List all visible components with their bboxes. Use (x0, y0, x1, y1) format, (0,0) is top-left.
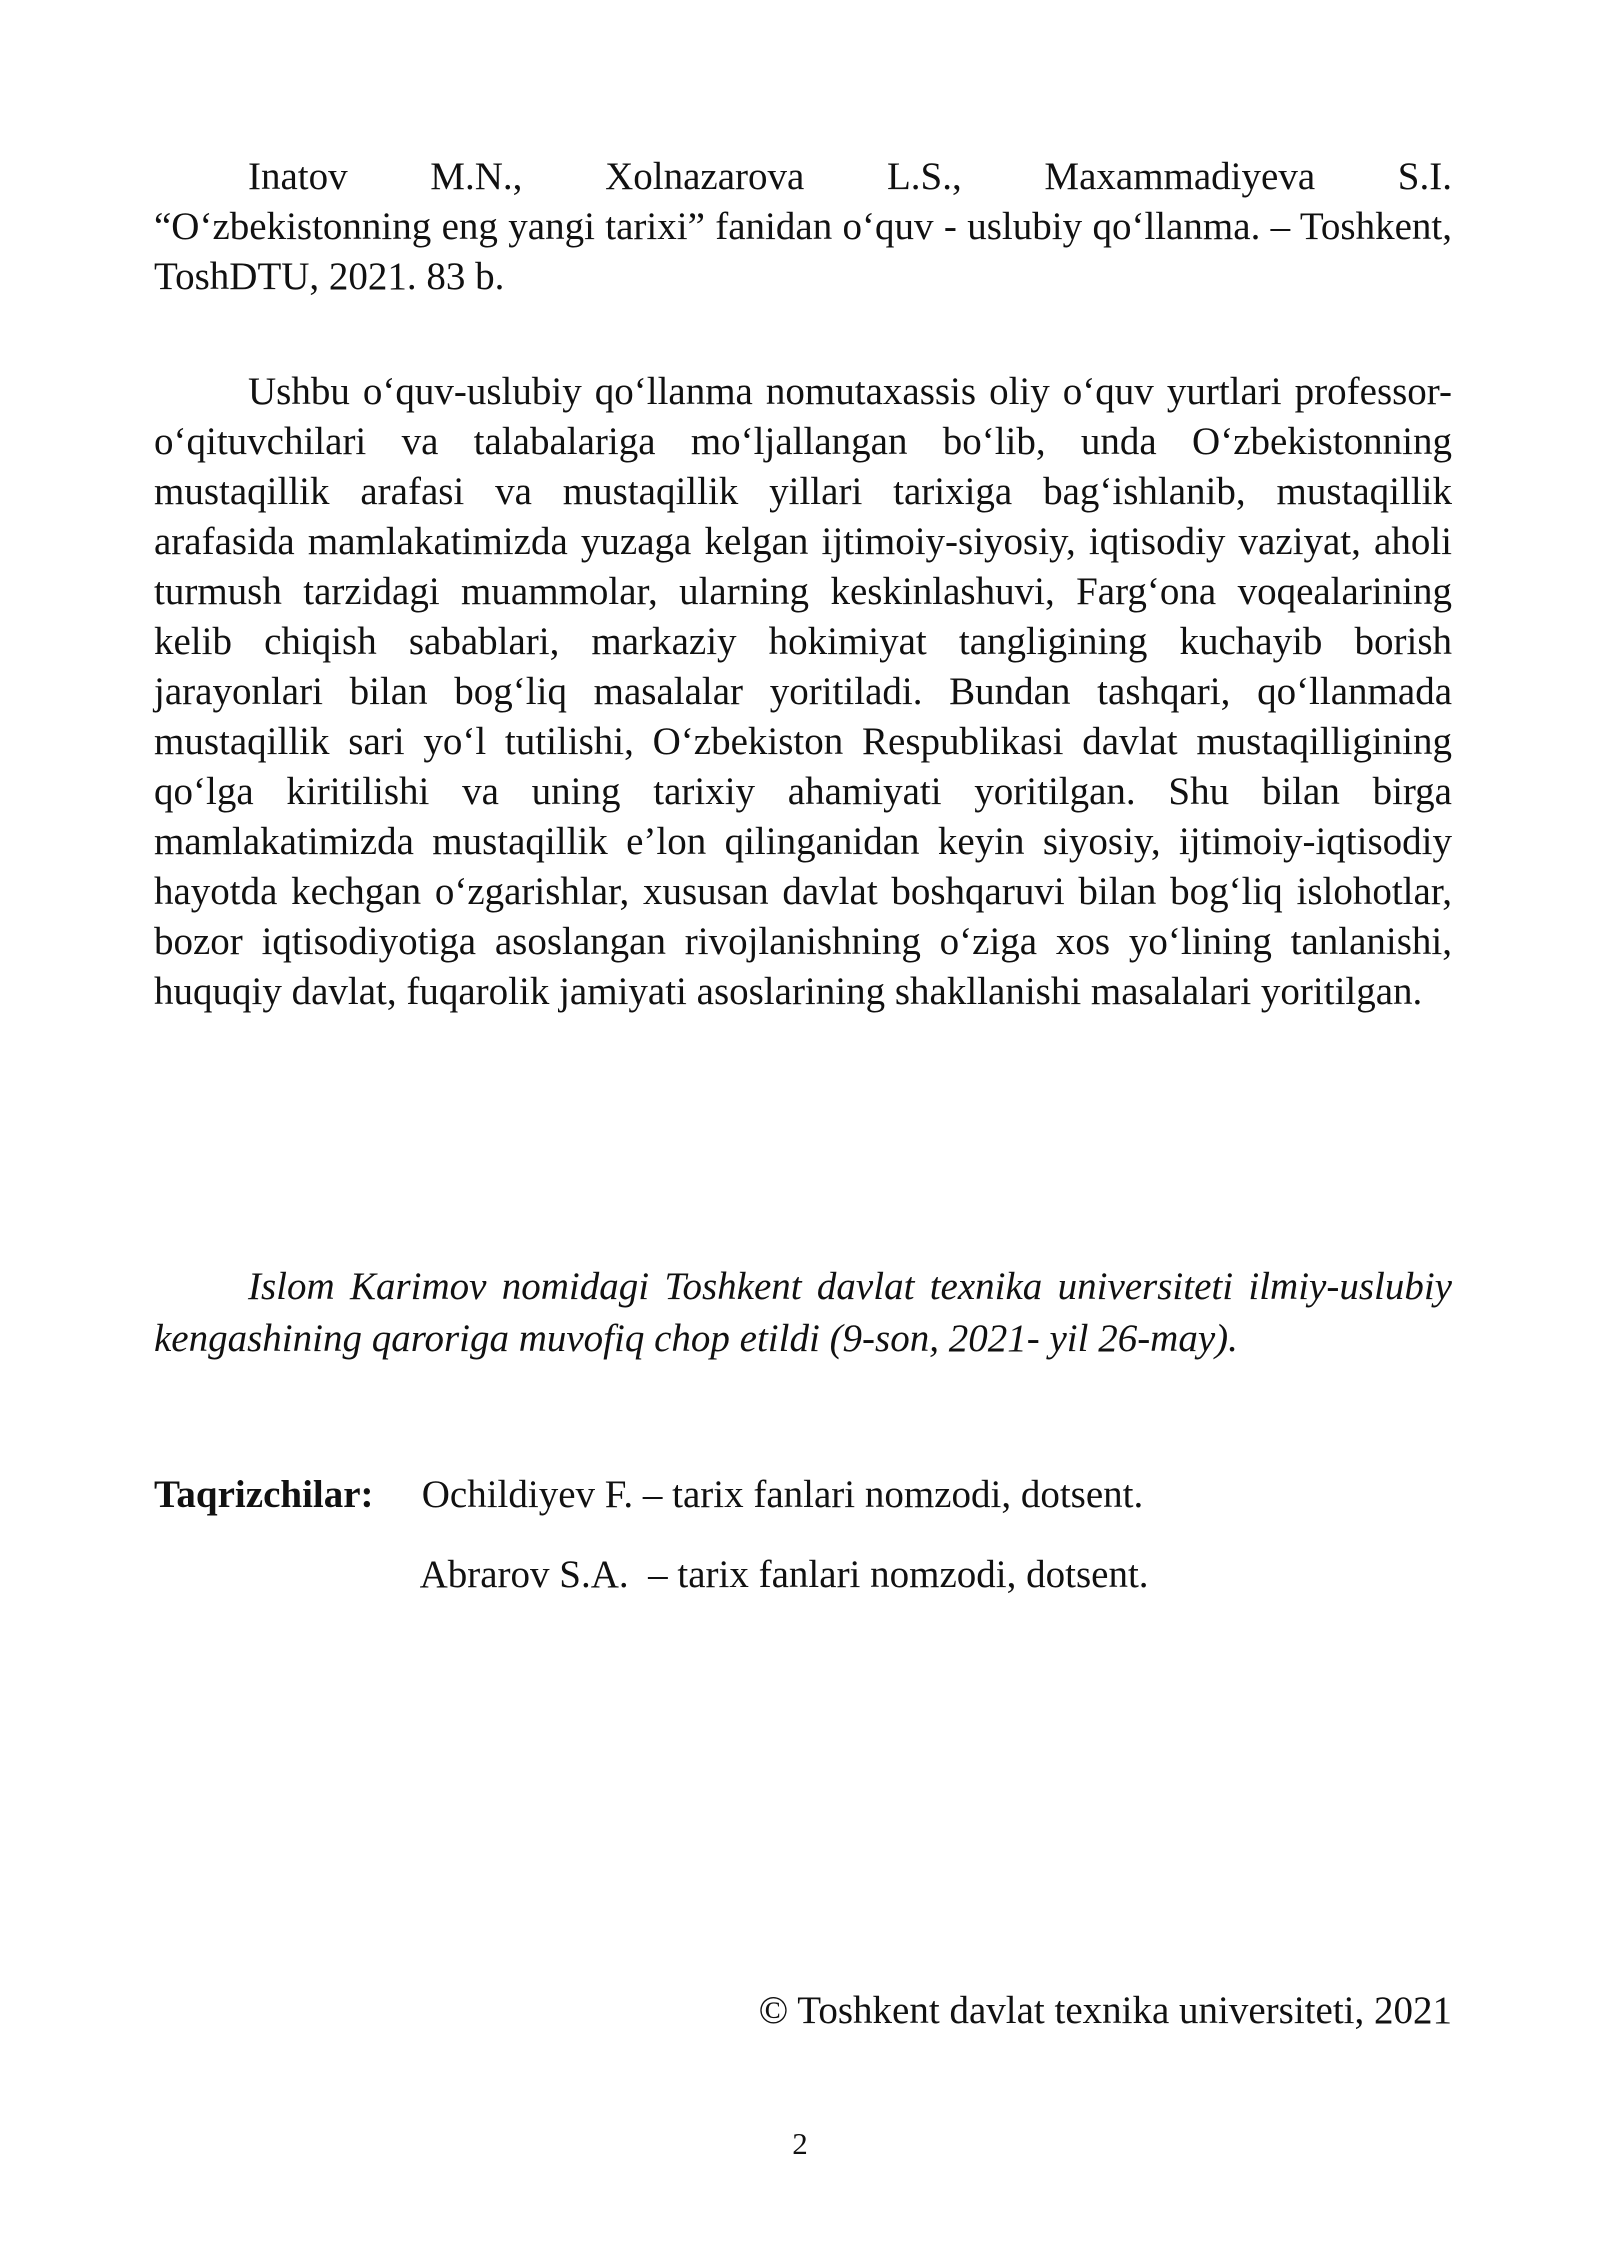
reviewer-row (154, 1550, 1452, 1630)
approval-note: Islom Karimov nomidagi Toshkent davlat texnika universiteti ilmiy-uslubiy kengashining qaroriga muvofiq chop etildi (9-son, 2021- yil 26-may). (154, 1265, 1452, 1360)
reviewer-entry: Abrarov S.A. – tarix fanlari nomzodi, dotsent. (412, 1553, 1149, 1596)
copyright-notice: © Toshkent davlat texnika universiteti, 2021 (758, 1989, 1452, 2032)
reviewer-row (154, 1470, 1452, 1550)
reviewers-label: Taqrizchilar: (154, 1473, 374, 1516)
abstract-paragraph: Ushbu o‘quv-uslubiy qo‘llanma nomutaxassis oliy o‘quv yurtlari professor-o‘qituvchilari va talabalariga mo‘ljallangan bo‘lib, unda O‘zbekistonning mustaqillik arafasi va mustaqillik yillari tarixiga bag‘ishlanib, mustaqillik arafasida mamlakatimizda yuzaga kelgan ijtimoiy-siyosiy, iqtisodiy vaziyat, aholi turmush tarzidagi muammolar, ularning keskinlashuvi, Farg‘ona voqealarining kelib chiqish sabablari, markaziy hokimiyat tangligining kuchayib borish jarayonlari bilan bog‘liq masalalar yoritiladi. Bundan tashqari, qo‘llanmada mustaqillik sari yo‘l tutilishi, O‘zbekiston Respublikasi davlat mustaqilligining qo‘lga kiritilishi va uning tarixiy ahamiyati yoritilgan. Shu bilan birga mamlakatimizda mustaqillik e’lon qilinganidan keyin siyosiy, ijtimoiy-iqtisodiy hayotda kechgan o‘zgarishlar, xususan davlat boshqaruvi bilan bog‘liq islohotlar, bozor iqtisodiyotiga asoslangan rivojlanishning o‘ziga xos yo‘lining tanlanishi, huquqiy davlat, fuqarolik jamiyati asoslarining shakllanishi masalalari yoritilgan. (154, 370, 1452, 1013)
bibliographic-citation (154, 152, 1452, 302)
reviewer-entry: Ochildiyev F. – tarix fanlari nomzodi, dotsent. (412, 1473, 1144, 1516)
page-number: 2 (792, 2126, 808, 2161)
citation-authors: Inatov M.N., Xolnazarova L.S., Maxammadiyeva S.I. (248, 155, 1452, 198)
citation-title: “O‘zbekistonning eng yangi tarixi” fanidan o‘quv - uslubiy qo‘llanma. – Toshkent, ToshDTU, 2021. 83 b. (154, 205, 1452, 298)
reviewers-section (154, 1470, 1452, 1630)
